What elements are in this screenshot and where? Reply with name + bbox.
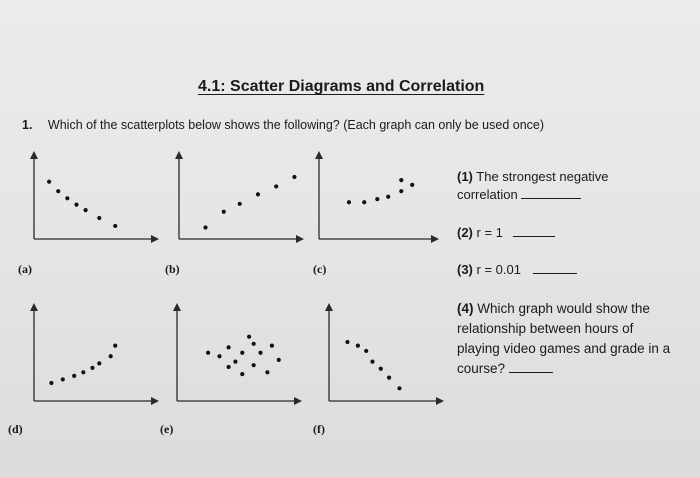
page-title: 4.1: Scatter Diagrams and Correlation <box>198 78 485 95</box>
y-axis-arrow-icon <box>173 303 181 311</box>
scatterplot-a-axes <box>20 150 160 245</box>
scatter-point <box>113 344 117 348</box>
scatter-point <box>238 202 242 206</box>
scatter-point <box>370 360 374 364</box>
item-1-text: The strongest negative correlation <box>457 169 609 202</box>
scatter-point <box>233 360 237 364</box>
scatter-point <box>364 349 368 353</box>
scatter-point <box>265 370 269 374</box>
x-axis-arrow-icon <box>151 397 159 405</box>
scatter-point <box>109 354 113 358</box>
scatter-point <box>362 200 366 204</box>
scatter-point <box>252 363 256 367</box>
scatter-point <box>72 374 76 378</box>
scatter-point <box>81 370 85 374</box>
answer-blank-2[interactable] <box>513 224 555 237</box>
scatter-point <box>217 354 221 358</box>
scatter-point <box>90 366 94 370</box>
scatter-point <box>240 351 244 355</box>
scatterplot-b <box>165 150 305 260</box>
scatterplot-e <box>163 302 303 412</box>
scatter-point <box>292 175 296 179</box>
y-axis-arrow-icon <box>325 303 333 311</box>
scatter-point <box>84 208 88 212</box>
scatter-point <box>206 351 210 355</box>
plot-label-f: (f) <box>313 422 325 436</box>
scatter-point <box>375 197 379 201</box>
scatter-point <box>345 340 349 344</box>
scatter-point <box>399 189 403 193</box>
scatter-point <box>227 345 231 349</box>
scatter-point <box>397 386 401 390</box>
scatter-point <box>74 203 78 207</box>
scatter-point <box>274 184 278 188</box>
item-1 <box>457 168 672 204</box>
item-4-number: (4) <box>457 301 474 316</box>
scatterplot-c <box>305 150 445 260</box>
scatterplot-e-axes <box>163 302 303 407</box>
x-axis-arrow-icon <box>436 397 444 405</box>
scatter-point <box>49 381 53 385</box>
scatter-point <box>97 361 101 365</box>
scatter-point <box>97 216 101 220</box>
scatterplot-f <box>315 302 455 412</box>
y-axis-arrow-icon <box>30 151 38 159</box>
question-1 <box>22 118 544 132</box>
answer-blank-1[interactable] <box>521 186 581 199</box>
scatter-point <box>203 225 207 229</box>
y-axis-arrow-icon <box>30 303 38 311</box>
scatterplot-a <box>20 150 160 260</box>
scatter-point <box>258 351 262 355</box>
scatter-point <box>256 192 260 196</box>
scatter-point <box>247 335 251 339</box>
scatter-point <box>270 344 274 348</box>
scatter-point <box>277 358 281 362</box>
y-axis-arrow-icon <box>175 151 183 159</box>
scatterplot-f-axes <box>315 302 445 407</box>
scatter-point <box>47 180 51 184</box>
scatter-point <box>65 196 69 200</box>
question-number: 1. <box>22 118 33 132</box>
scatter-point <box>227 365 231 369</box>
answer-blank-4[interactable] <box>509 360 553 373</box>
item-2-text: r = 1 <box>476 225 503 240</box>
x-axis-arrow-icon <box>294 397 302 405</box>
item-2-number: (2) <box>457 225 473 240</box>
x-axis-arrow-icon <box>431 235 439 243</box>
scatter-point <box>356 344 360 348</box>
scatter-point <box>387 376 391 380</box>
item-4 <box>457 299 679 379</box>
item-2 <box>457 224 555 242</box>
scatter-point <box>347 200 351 204</box>
scatter-point <box>61 377 65 381</box>
scatter-point <box>379 367 383 371</box>
x-axis-arrow-icon <box>296 235 304 243</box>
item-3 <box>457 261 577 279</box>
scatterplot-b-axes <box>165 150 305 245</box>
scatter-point <box>399 178 403 182</box>
scatter-point <box>113 224 117 228</box>
scatter-point <box>386 195 390 199</box>
scatterplot-c-axes <box>305 150 440 245</box>
plot-label-d: (d) <box>8 422 23 436</box>
y-axis-arrow-icon <box>315 151 323 159</box>
item-4-text: Which graph would show the relationship between hours of playing video games and grade in a course? <box>457 301 671 376</box>
plot-label-a: (a) <box>18 262 32 276</box>
x-axis-arrow-icon <box>151 235 159 243</box>
scatter-point <box>410 183 414 187</box>
plot-label-e: (e) <box>160 422 174 436</box>
scatter-point <box>240 372 244 376</box>
item-3-text: r = 0.01 <box>476 262 521 277</box>
scatterplot-d-axes <box>20 302 160 407</box>
scatter-point <box>56 189 60 193</box>
item-1-number: (1) <box>457 169 473 184</box>
plot-label-c: (c) <box>313 262 327 276</box>
scatter-point <box>252 342 256 346</box>
answer-blank-3[interactable] <box>533 261 577 274</box>
item-3-number: (3) <box>457 262 473 277</box>
question-text: Which of the scatterplots below shows the following? (Each graph can only be used once) <box>47 118 545 132</box>
scatterplot-d <box>20 302 160 412</box>
plot-label-b: (b) <box>165 262 180 276</box>
scatter-point <box>222 210 226 214</box>
